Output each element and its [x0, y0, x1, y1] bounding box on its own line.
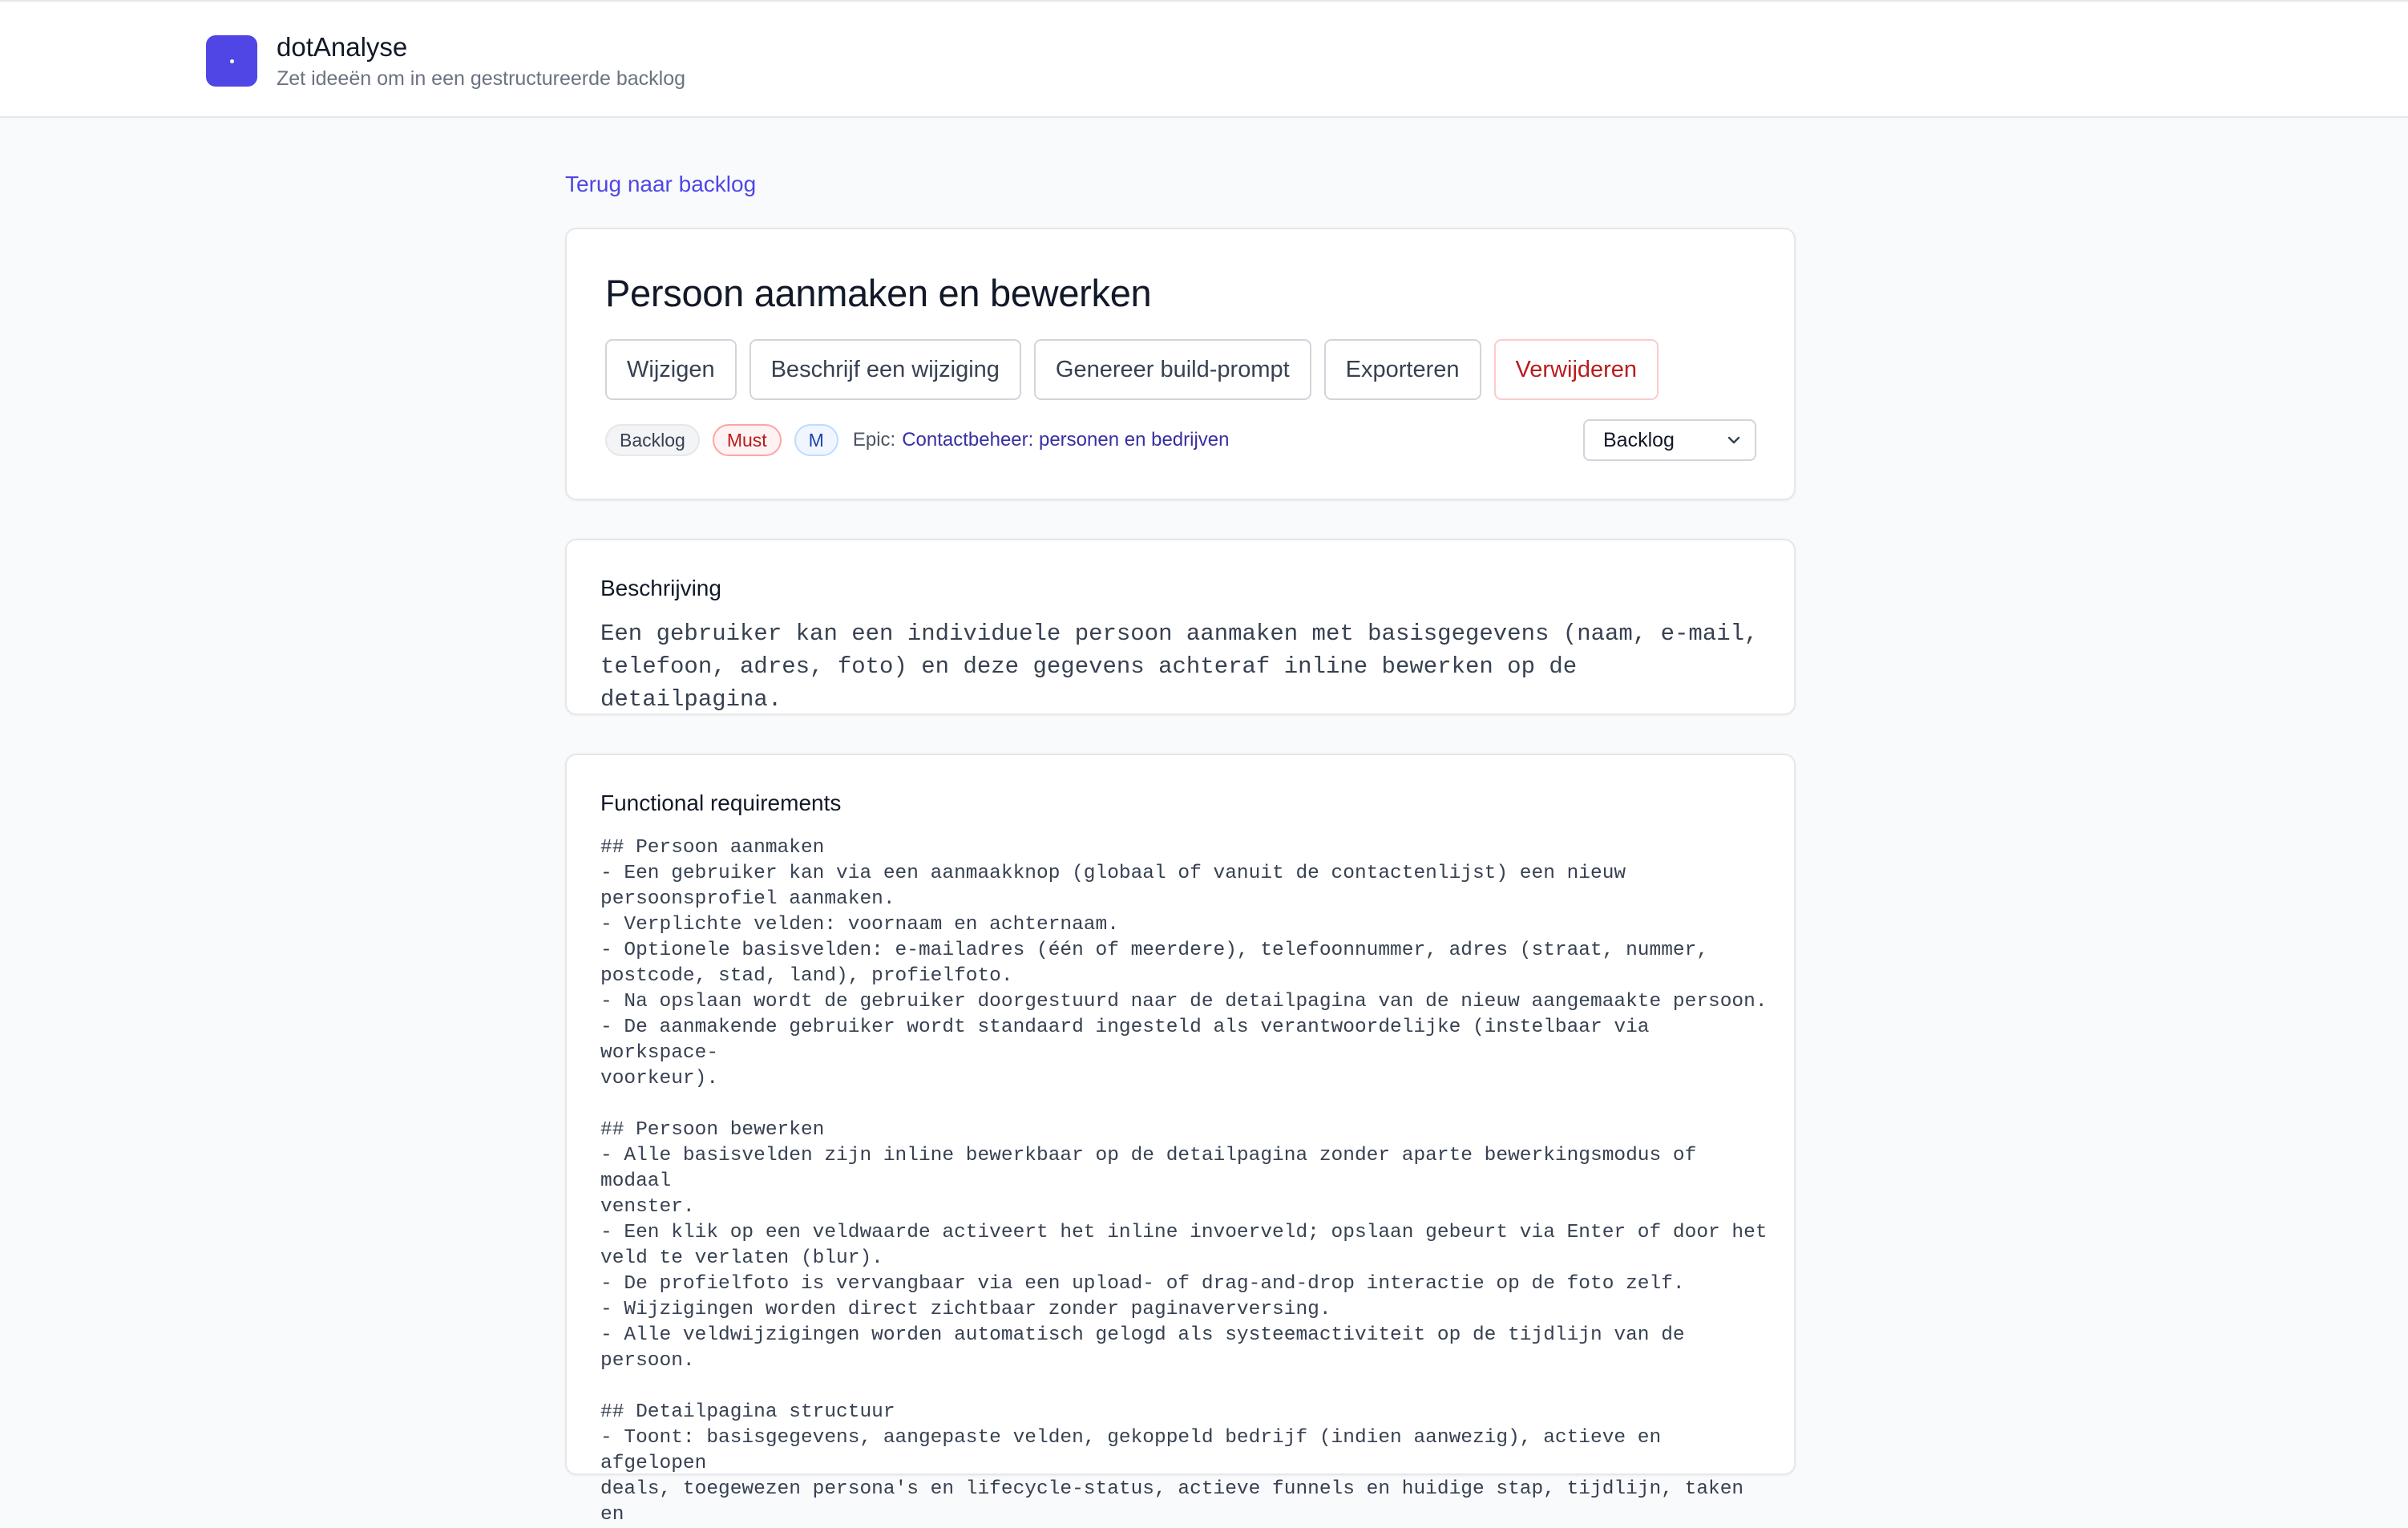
edit-button[interactable]: Wijzigen: [605, 339, 737, 400]
action-toolbar: [605, 339, 1659, 400]
status-select-value: Backlog: [1603, 428, 1675, 451]
description-card: [565, 539, 1796, 715]
functional-requirements-heading: Functional requirements: [600, 790, 842, 815]
app-name: dotAnalyse: [277, 32, 408, 62]
generate-build-prompt-button[interactable]: Genereer build-prompt: [1034, 339, 1311, 400]
item-header-card: [565, 228, 1796, 500]
description-text: Een gebruiker kan een individuele persoon aanmaken met basisgegevens (naam, e-mail, telefoon, adres, foto) en deze gegevens achteraf inline bewerken op de detailpagina.: [600, 620, 1759, 713]
export-button[interactable]: Exporteren: [1324, 339, 1481, 400]
app-logo-icon[interactable]: [206, 35, 257, 87]
status-badge: Backlog: [605, 424, 700, 456]
logo-dot: [230, 59, 234, 63]
delete-button[interactable]: Verwijderen: [1494, 339, 1659, 400]
back-to-backlog-link[interactable]: Terug naar backlog: [565, 172, 757, 196]
item-meta: [605, 424, 1229, 456]
app-header: [0, 0, 2408, 118]
functional-requirements-text: ## Persoon aanmaken - Een gebruiker kan via een aanmaakknop (globaal of vanuit de contactenlijst) een nieuw persoonsprofiel aanmaken. - Verplichte velden: voornaam en achternaam. - Optionele basisvelden: e-mailadres (één of meerdere), telefoonnummer, adres (straat, nummer, postcode, stad, land), profielfoto. - Na opslaan wordt de gebruiker doorgestuurd naar de detailpagina van de nieuw aangemaakte persoon. - De aanmakende gebruiker wordt standaard ingesteld als verantwoordelijke (instelbaar via workspace- voorkeur). ## Persoon bewerken - Alle basisvelden zijn inline bewerkbaar op de detailpagina zonder aparte bewerkingsmodus of modaal venster. - Een klik op een veldwaarde activeert het inline invoerveld; opslaan gebeurt via Enter of door het veld te verlaten (blur). - De profielfoto is vervangbaar via een upload- of drag-and-drop interactie op de foto zelf. - Wijzigingen worden direct zichtbaar zonder paginaverversing. - Alle veldwijzigingen worden automatisch gelogd als systeemactiviteit op de tijdlijn van de persoon. ## Detailpagina structuur - Toont: basisgegevens, aangepaste velden, gekoppeld bedrijf (indien aanwezig), actieve en afgelopen deals, toegewezen persona's en lifecycle-status, actieve funnels en huidige stap, tijdlijn, taken en: [600, 837, 1768, 1526]
description-heading: Beschrijving: [600, 576, 721, 600]
status-select[interactable]: [1583, 419, 1756, 461]
epic-label: Epic:: [852, 429, 896, 451]
page-title: Persoon aanmaken en bewerken: [605, 272, 1152, 314]
app-tagline: Zet ideeën om in een gestructureerde backlog: [277, 67, 686, 90]
functional-requirements-card: [565, 754, 1796, 1526]
epic-link[interactable]: Contactbeheer: personen en bedrijven: [902, 429, 1230, 451]
chevron-down-icon: [1724, 431, 1743, 450]
priority-badge: Must: [713, 424, 782, 456]
describe-change-button[interactable]: Beschrijf een wijziging: [749, 339, 1021, 400]
size-badge: M: [794, 424, 838, 456]
